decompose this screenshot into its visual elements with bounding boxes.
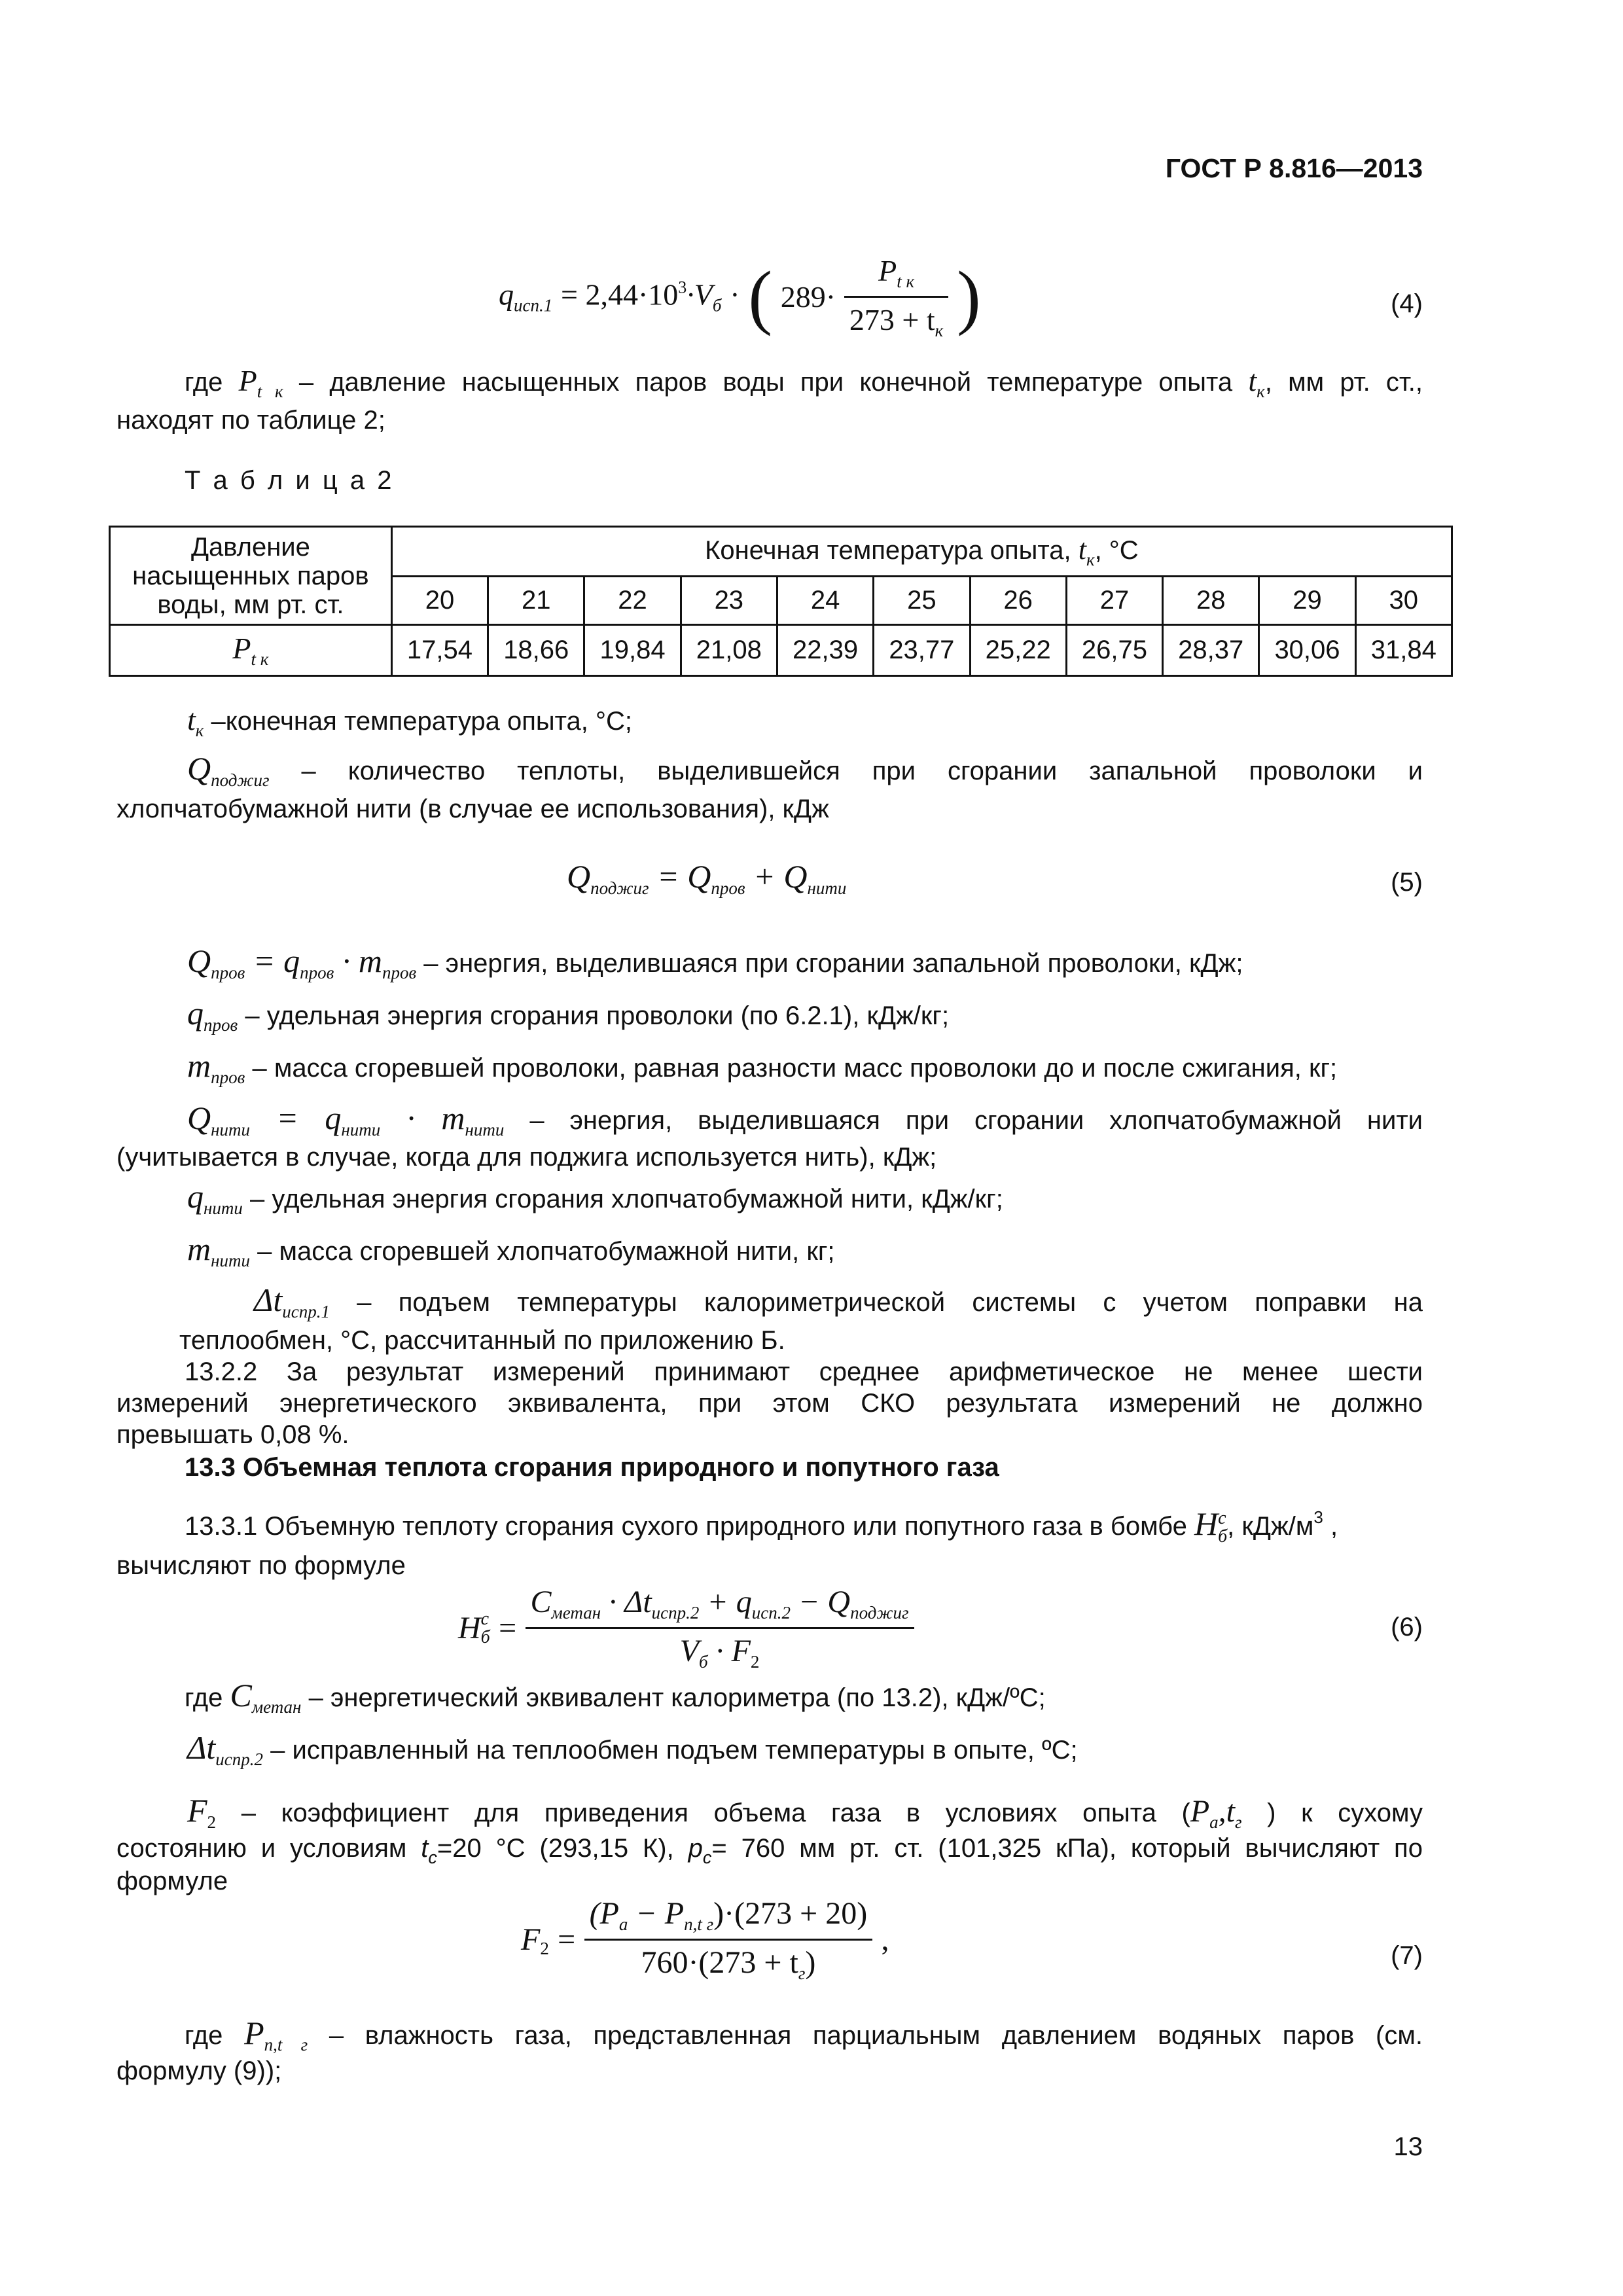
definition-qprov: $Q_{пров} = q_{пров} \cdot m_{пров}$ – энергия, выделившаяся при сгорании запальной проволоки, кДж; [187, 942, 1243, 982]
table-cell: 28,37 [1163, 625, 1259, 676]
definition-f2-line2: состоянию и условиям $t_с=20$ °С (293,15 К), $p_с= 760$ мм рт. ст. (101,325 кПа), который вычисляют по [116, 1834, 1423, 1867]
paragraph-13-2-2-line3: превышать 0,08 %. [116, 1420, 349, 1449]
equation-7: $F_2$ = $\frac{(P_а - P_{п,t г})\cdot(273 + 20)}{760\cdot(273 + t_г)}$ , [521, 1896, 889, 1983]
definition-dt2: $\Delta t_{испр.2}$ – исправленный на теплообмен подъем температуры в опыте, ºС; [187, 1729, 1078, 1769]
definition-tk: $t_к$ –конечная температура опыта, °С; [187, 703, 633, 740]
document-code: ГОСТ Р 8.816—2013 [1165, 153, 1423, 183]
definition-qpodzhig-cont: хлопчатобумажной нити (в случае ее использования), кДж [116, 795, 829, 823]
section-heading-13-3: 13.3 Объемная теплота сгорания природного и попутного газа [185, 1453, 999, 1482]
table-caption: Т а б л и ц а 2 [185, 466, 395, 495]
table-cell: 26,75 [1066, 625, 1162, 676]
table-cell: 18,66 [488, 625, 584, 676]
definition-m-prov: $m_{пров}$ – масса сгоревшей проволоки, равная разности масс проволоки до и после сжигания, кг; [187, 1047, 1338, 1087]
definition-qpodzhig: $Q_{поджиг}$ – количество теплоты, выделившейся при сгорании запальной проволоки и [187, 750, 1423, 790]
table-cell: 29 [1259, 577, 1355, 625]
definition-m-niti: $m_{нити}$ – масса сгоревшей хлопчатобумажной нити, кг; [187, 1230, 835, 1270]
paragraph-13-3-1: 13.3.1 Объемную теплоту сгорания сухого природного или попутного газа в бомбе H с б , кДж/$м^3$ , [185, 1505, 1338, 1547]
equation-number: (5) [1391, 868, 1423, 897]
table-cell: 20 [391, 577, 488, 625]
definition-f2: $F_2$ – коэффициент для приведения объема газа в условиях опыта ($P_а,t_г$ ) к сухому [187, 1792, 1423, 1832]
table-cell: 17,54 [391, 625, 488, 676]
definition-cmetan: где $C_{метан}$ – энергетический эквивалент калориметра (по 13.2), кДж/ºС; [185, 1677, 1046, 1717]
table-cell: 22,39 [777, 625, 873, 676]
table-cell: 30,06 [1259, 625, 1355, 676]
paragraph-13-2-2-line2: измерений энергетического эквивалента, при этом СКО результата измерений не должно [116, 1389, 1423, 1418]
table-cell: 19,84 [584, 625, 681, 676]
table-cell: 23,77 [874, 625, 970, 676]
table-cell: 25,22 [970, 625, 1066, 676]
paragraph-13-2-2: 13.2.2 За результат измерений принимают среднее арифметическое не менее шести [185, 1357, 1423, 1386]
table-row-header: Давление насыщенных паров воды, мм рт. ст. [110, 527, 392, 625]
definition-q-niti: $q_{нити}$ – удельная энергия сгорания хлопчатобумажной нити, кДж/кг; [187, 1178, 1003, 1218]
table-cell: 24 [777, 577, 873, 625]
table-cell: 30 [1355, 577, 1452, 625]
equation-number: (6) [1391, 1613, 1423, 1641]
table-cell: 27 [1066, 577, 1162, 625]
page-number: 13 [1393, 2132, 1423, 2161]
table-cell: 21 [488, 577, 584, 625]
table-cell: 23 [681, 577, 777, 625]
equation-number: (7) [1391, 1941, 1423, 1970]
paragraph-13-3-1-cont: вычисляют по формуле [116, 1551, 406, 1580]
eq6-fraction: $\frac{C_{метан} \cdot \Delta t_{испр.2} + q_{исп.2} - Q_{поджиг}}{V_б \cdot F_2}$ [526, 1584, 914, 1672]
table-cell: 26 [970, 577, 1066, 625]
equation-4: $q_{исп.1} = 2,44\cdot 10^3\cdot V_б$ · ( 289· $\frac{P_{t к}}{273 + t_к}$ ) [499, 254, 981, 340]
eq4-fraction: $\frac{P_{t к}}{273 + t_к}$ [844, 253, 948, 341]
definition-dt1-cont: теплообмен, °С, рассчитанный по приложению Б. [179, 1326, 785, 1355]
table-cell: 22 [584, 577, 681, 625]
equation-6: H с б = $\frac{C_{метан} \cdot \Delta t_{испр.2} + q_{исп.2} - Q_{поджиг}}{V_б \cdot F_2}$ [458, 1584, 914, 1672]
vapor-pressure-table [109, 526, 1453, 677]
definition-qniti-cont: (учитывается в случае, когда для поджига используется нить), кДж; [116, 1143, 937, 1172]
table-cell: 21,08 [681, 625, 777, 676]
equation-5: $Q_{поджиг} = Q_{пров} + Q_{нити}$ [567, 858, 847, 898]
table-cell-label: $P_{t к}$ [110, 625, 392, 676]
table-col-header: Конечная температура опыта, $t_к$, °С [391, 527, 1452, 577]
definition-pnt-cont: формулу (9)); [116, 2056, 282, 2085]
table-cell: 31,84 [1355, 625, 1452, 676]
table-cell: 25 [874, 577, 970, 625]
definition-q-prov: $q_{пров}$ – удельная энергия сгорания проволоки (по 6.2.1), кДж/кг; [187, 995, 950, 1035]
definition-qniti: $Q_{нити} = q_{нити} \cdot m_{нити}$ – энергия, выделившаяся при сгорании хлопчатобумажной нити [187, 1100, 1423, 1139]
definition-f2-line3: формуле [116, 1867, 228, 1895]
table-cell: 28 [1163, 577, 1259, 625]
eq7-fraction: $\frac{(P_а - P_{п,t г})\cdot(273 + 20)}{760\cdot(273 + t_г)}$ [584, 1895, 873, 1984]
table-row-values [110, 625, 1452, 676]
paragraph-where-ptk: где $P_{t к}$ – давление насыщенных паров воды при конечной температуре опыта $t_к$, мм рт. ст., [185, 364, 1423, 401]
equation-number: (4) [1391, 289, 1423, 318]
definition-dt1: $\Delta t_{испр.1}$ – подъем температуры калориметрической системы с учетом поправки на [254, 1282, 1423, 1321]
paragraph-where-ptk-cont: находят по таблице 2; [116, 406, 385, 435]
definition-pnt: где $P_{п,t г}$ – влажность газа, представленная парциальным давлением водяных паров (см. [185, 2015, 1423, 2054]
